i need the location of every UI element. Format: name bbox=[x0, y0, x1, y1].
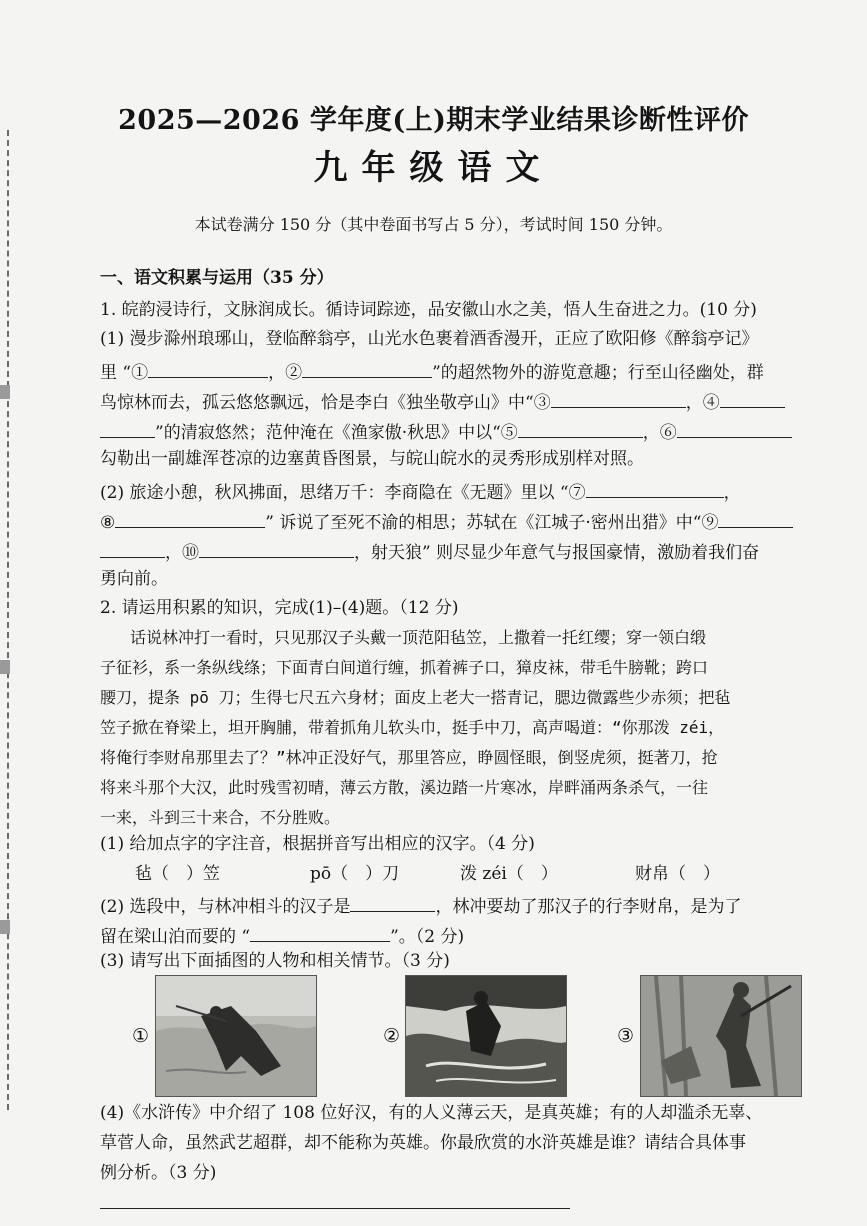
binding-mark bbox=[0, 660, 10, 674]
illustration-2 bbox=[405, 975, 567, 1097]
exam-subject: 九年级语文 bbox=[313, 148, 554, 188]
answer-blank[interactable] bbox=[350, 895, 435, 912]
binding-line bbox=[0, 130, 9, 1110]
answer-blank[interactable] bbox=[302, 361, 432, 378]
passage-line: 将俺行李财帛那里去了？”林冲正没好气，那里答应，睁圆怪眼，倒竖虎须，挺著刀，抢 bbox=[100, 748, 718, 767]
answer-blank[interactable] bbox=[199, 541, 354, 558]
q2-sub2 bbox=[100, 895, 741, 916]
passage-line: 话说林冲打一看时，只见那汉子头戴一顶范阳毡笠，上撒着一托红缨；穿一领白缎 bbox=[130, 628, 707, 647]
q2-text: ，林冲要劫了那汉子的行李财帛，是为了 bbox=[435, 897, 742, 917]
q2-stem: 2. 请运用积累的知识，完成(1)–(4)题。（12 分) bbox=[100, 598, 459, 618]
q1-text: 里 “① bbox=[100, 363, 149, 383]
q1-part2-line bbox=[100, 541, 759, 562]
q2-sub2 bbox=[100, 925, 464, 946]
q2-text: (2) 选段中，与林冲相斗的汉子是 bbox=[100, 897, 351, 917]
q1-part1-line bbox=[100, 391, 785, 412]
passage-line: 将来斗那个大汉，此时残雪初晴，薄云方散，溪边踏一片寒冰，岸畔涌两条杀气，一往 bbox=[100, 778, 709, 797]
q1-part2-line bbox=[100, 481, 741, 502]
q1-part1-line: (1) 漫步滁州琅琊山，登临醉翁亭，山光水色裹着酒香漫开，正应了欧阳修《醉翁亭记》 bbox=[100, 329, 759, 349]
answer-blank[interactable] bbox=[518, 421, 643, 438]
q1-part1-line: 勾勒出一副雄浑苍凉的边塞黄昏图景，与皖山皖水的灵秀形成别样对照。 bbox=[100, 449, 644, 469]
answer-line[interactable] bbox=[100, 1208, 570, 1209]
q1-text: ， bbox=[723, 483, 741, 503]
pic-label: ① bbox=[132, 1025, 150, 1047]
pinyin-item[interactable]: pō（ ）刀 bbox=[310, 864, 400, 884]
binding-mark bbox=[0, 385, 10, 399]
pinyin-item[interactable]: 泼 zéi（ ） bbox=[460, 864, 558, 884]
pic-label: ② bbox=[383, 1025, 401, 1047]
q1-text: ，射天狼” 则尽显少年意气与报国豪情，激励着我们奋 bbox=[354, 543, 760, 563]
answer-blank[interactable] bbox=[586, 481, 724, 498]
q1-text: ” 诉说了至死不渝的相思；苏轼在《江城子·密州出猎》中“⑨ bbox=[265, 513, 719, 533]
answer-blank[interactable] bbox=[718, 511, 793, 528]
q1-text: ，② bbox=[268, 363, 303, 383]
q1-part2-line bbox=[100, 511, 793, 532]
illustration-3 bbox=[640, 975, 802, 1097]
q1-part1-line bbox=[100, 361, 764, 382]
answer-blank[interactable] bbox=[720, 391, 785, 408]
answer-blank[interactable] bbox=[677, 421, 792, 438]
answer-blank[interactable] bbox=[148, 361, 268, 378]
answer-blank[interactable] bbox=[551, 391, 686, 408]
q1-part2-line: 勇向前。 bbox=[100, 569, 168, 589]
passage-line: 一来，斗到三十来合，不分胜败。 bbox=[100, 808, 341, 827]
illustrations bbox=[100, 975, 820, 1095]
binding-mark bbox=[0, 920, 10, 934]
q1-text: ”的超然物外的游览意趣；行至山径幽处，群 bbox=[432, 363, 764, 383]
pinyin-item[interactable]: 财帛（ ） bbox=[635, 864, 720, 884]
passage-line: 腰刀，提条 pō 刀；生得七尺五六身材；面皮上老大一搭青记，腮边微露些少赤须；把毡 bbox=[100, 688, 731, 707]
passage-line: 子征衫，系一条纵线绦；下面青白间道行缠，抓着裤子口，獐皮袜，带毛牛膀靴；跨口 bbox=[100, 658, 709, 677]
q2-text: ”。（2 分) bbox=[390, 927, 465, 947]
q2-sub1: (1) 给加点字的字注音，根据拼音写出相应的汉字。（4 分) bbox=[100, 834, 535, 854]
q1-text: ”的清寂悠然；范仲淹在《渔家傲·秋思》中以“⑤ bbox=[155, 423, 518, 443]
q2-sub4: (4)《水浒传》中介绍了 108 位好汉，有的人义薄云天，是真英雄；有的人却滥杀无辜、 bbox=[100, 1103, 763, 1123]
q2-sub4: 例分析。（3 分) bbox=[100, 1163, 217, 1183]
answer-blank[interactable] bbox=[115, 511, 265, 528]
section-heading: 一、语文积累与运用（35 分） bbox=[100, 268, 334, 288]
answer-blank[interactable] bbox=[250, 925, 390, 942]
pic-label: ③ bbox=[617, 1025, 635, 1047]
q1-text: ，④ bbox=[685, 393, 720, 413]
answer-blank[interactable] bbox=[100, 541, 165, 558]
exam-title: 2025—2026 学年度(上)期末学业结果诊断性评价 bbox=[118, 105, 749, 136]
pinyin-item[interactable]: 毡（ ）笠 bbox=[135, 864, 220, 884]
q1-text: (2) 旅途小憩，秋风拂面，思绪万千：李商隐在《无题》里以 “⑦ bbox=[100, 483, 586, 503]
q1-text: ，⑥ bbox=[642, 423, 677, 443]
q1-text: ⑧ bbox=[100, 513, 116, 533]
q1-text: ，⑩ bbox=[165, 543, 199, 563]
q2-sub4: 草菅人命，虽然武艺超群，却不能称为英雄。你最欣赏的水浒英雄是谁？请结合具体事 bbox=[100, 1133, 746, 1153]
illustration-1 bbox=[155, 975, 317, 1097]
q2-sub3: (3) 请写出下面插图的人物和相关情节。（3 分) bbox=[100, 951, 450, 971]
q1-text: 鸟惊林而去，孤云悠悠飘远，恰是李白《独坐敬亭山》中“③ bbox=[100, 393, 551, 413]
q1-stem: 1. 皖韵浸诗行，文脉润成长。循诗词踪迹，品安徽山水之美，悟人生奋进之力。(10 分) bbox=[100, 300, 757, 320]
q1-part1-line bbox=[100, 421, 792, 442]
q2-text: 留在梁山泊而要的 “ bbox=[100, 927, 251, 947]
exam-note: 本试卷满分 150 分（其中卷面书写占 5 分），考试时间 150 分钟。 bbox=[194, 215, 673, 234]
answer-blank[interactable] bbox=[100, 421, 155, 438]
passage-line: 笠子掀在脊梁上，坦开胸脯，带着抓角儿软头巾，挺手中刀，高声喝道：“你那泼 zéi， bbox=[100, 718, 725, 737]
